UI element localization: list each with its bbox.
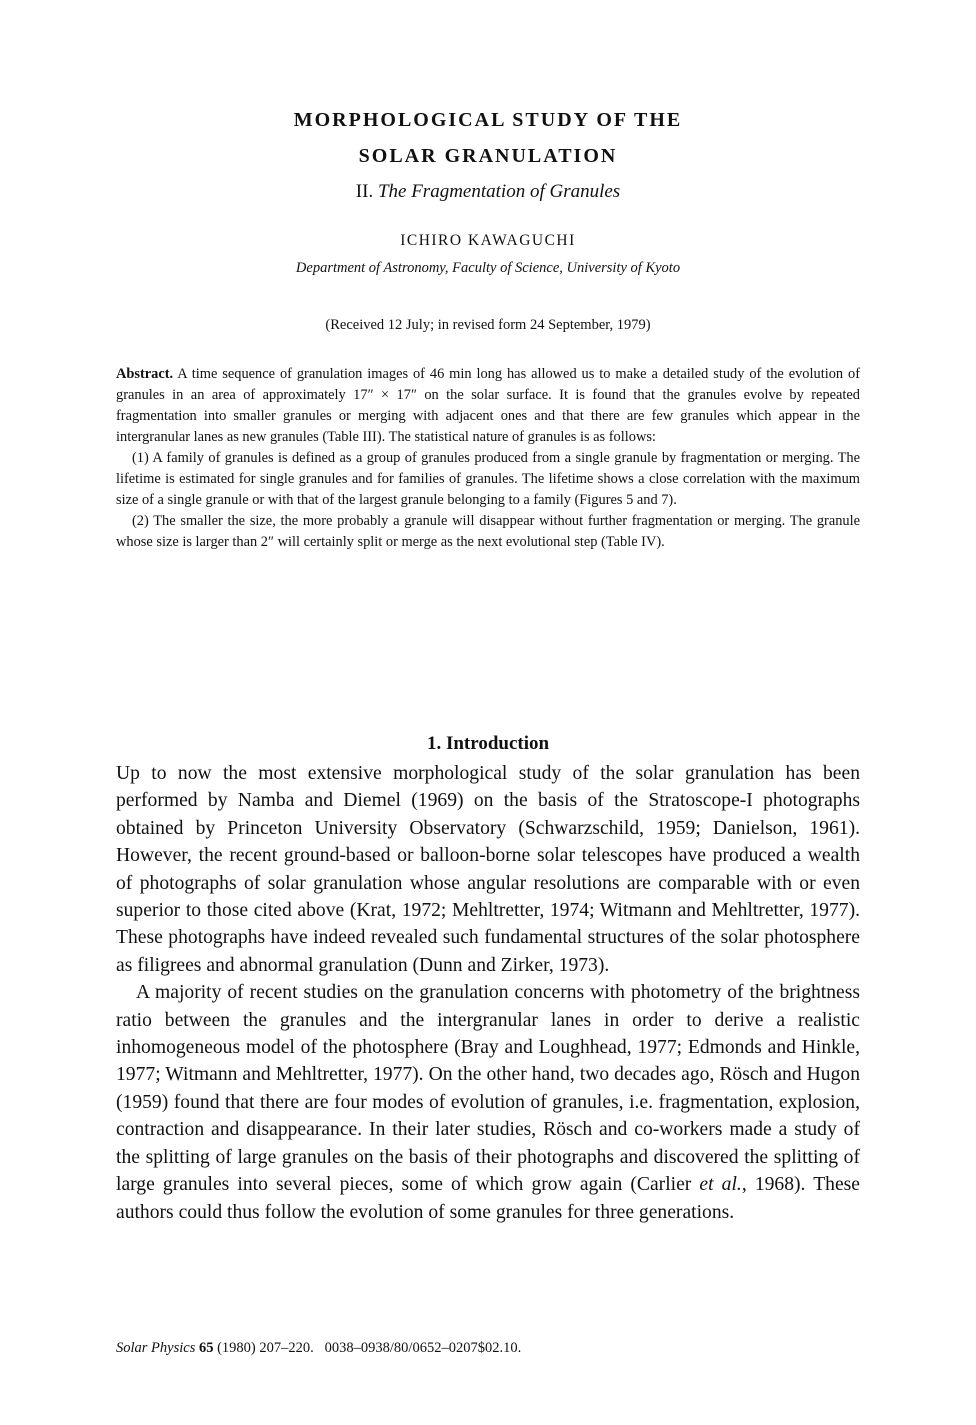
intro-paragraph-1: Up to now the most extensive morphological study of the solar granulation has been performed by Namba and Diemel (1969) on the basis of the Stratoscope-I photographs obtained by Princeton University Observatory (Schwarzschild, 1959; Danielson, 1961). However, the recent ground-based or balloon-borne solar telescopes have produced a wealth of photographs of solar granulation whose angular resolutions are comparable with or even superior to those cited above (Krat, 1972; Mehltretter, 1974; Witmann and Mehltretter, 1977). These photographs have indeed revealed such fundamental structures of the solar photosphere as filigrees and abnormal granulation (Dunn and Zirker, 1973). (116, 763, 860, 976)
subtitle-number: II. (355, 181, 374, 202)
section-heading-introduction: 1. Introduction (426, 732, 550, 754)
abstract-paragraph-2: (1) A family of granules is defined as a group of granules produced from a single granule by fragmentation or merging. The lifetime is estimated for single granules and for families of granules. The lifetime shows a close correlation with the maximum size of a single granule or with that of the largest granule belonging to a family (Figures 5 and 7). (116, 450, 860, 508)
subtitle-name: The Fragmentation of Granules (377, 181, 621, 202)
journal-citation: (1980) 207–220. (217, 1340, 314, 1356)
journal-volume: 65 (198, 1340, 214, 1356)
title-line-1: MORPHOLOGICAL STUDY OF THE (293, 109, 683, 131)
intro-paragraph-2 (116, 979, 860, 1226)
author-affiliation: Department of Astronomy, Faculty of Science, University of Kyoto (295, 260, 681, 276)
author-name: ICHIRO KAWAGUCHI (400, 232, 576, 249)
intro-et-al: et al. (699, 1174, 742, 1196)
intro-paragraph-2-part-1: A majority of recent studies on the granulation concerns with photometry of the brightness ratio between the granules and the intergranular lanes in order to derive a realistic inhomogeneous model of the photosphere (Bray and Loughhead, 1977; Edmonds and Hinkle, 1977; Witmann and Mehltretter, 1977). On the other hand, two decades ago, Rösch and Hugon (1959) found that there are four modes of evolution of granules, i.e. fragmentation, explosion, contraction and disappearance. In their later studies, Rösch and co-workers made a study of the splitting of large granules on the basis of their photographs and discovered the splitting of large granules into several pieces, some of which grow again (Carlier (116, 982, 860, 1196)
abstract (116, 364, 860, 553)
title-line-2: SOLAR GRANULATION (358, 145, 618, 167)
abstract-label: Abstract. (116, 366, 174, 382)
abstract-paragraph-1 (116, 364, 860, 448)
abstract-text-1: A time sequence of granulation images of 46 min long has allowed us to make a detailed study of the evolution of granules in an area of approximately 17″ × 17″ on the solar surface. It is found that the granules evolve by repeated fragmentation into smaller granules or merging with adjacent ones and that there are few granules which appear in the intergranular lanes as new granules (Table III). The statistical nature of granules is as follows: (116, 366, 860, 445)
abstract-paragraph-3: (2) The smaller the size, the more probably a granule will disappear without further fragmentation or merging. The granule whose size is larger than 2″ will certainly split or merge as the next evolutional step (Table IV). (116, 513, 860, 550)
intro-paragraph-2-part-2: , 1968). These authors could thus follow the evolution of some granules for three generations. (116, 1174, 860, 1223)
journal-footer (116, 1341, 521, 1356)
journal-name: Solar Physics (116, 1340, 196, 1356)
subtitle (0, 182, 976, 201)
received-date: (Received 12 July; in revised form 24 September, 1979) (325, 317, 651, 333)
introduction-body (116, 760, 860, 1226)
journal-code: 0038–0938/80/0652–0207$02.10. (324, 1340, 522, 1356)
